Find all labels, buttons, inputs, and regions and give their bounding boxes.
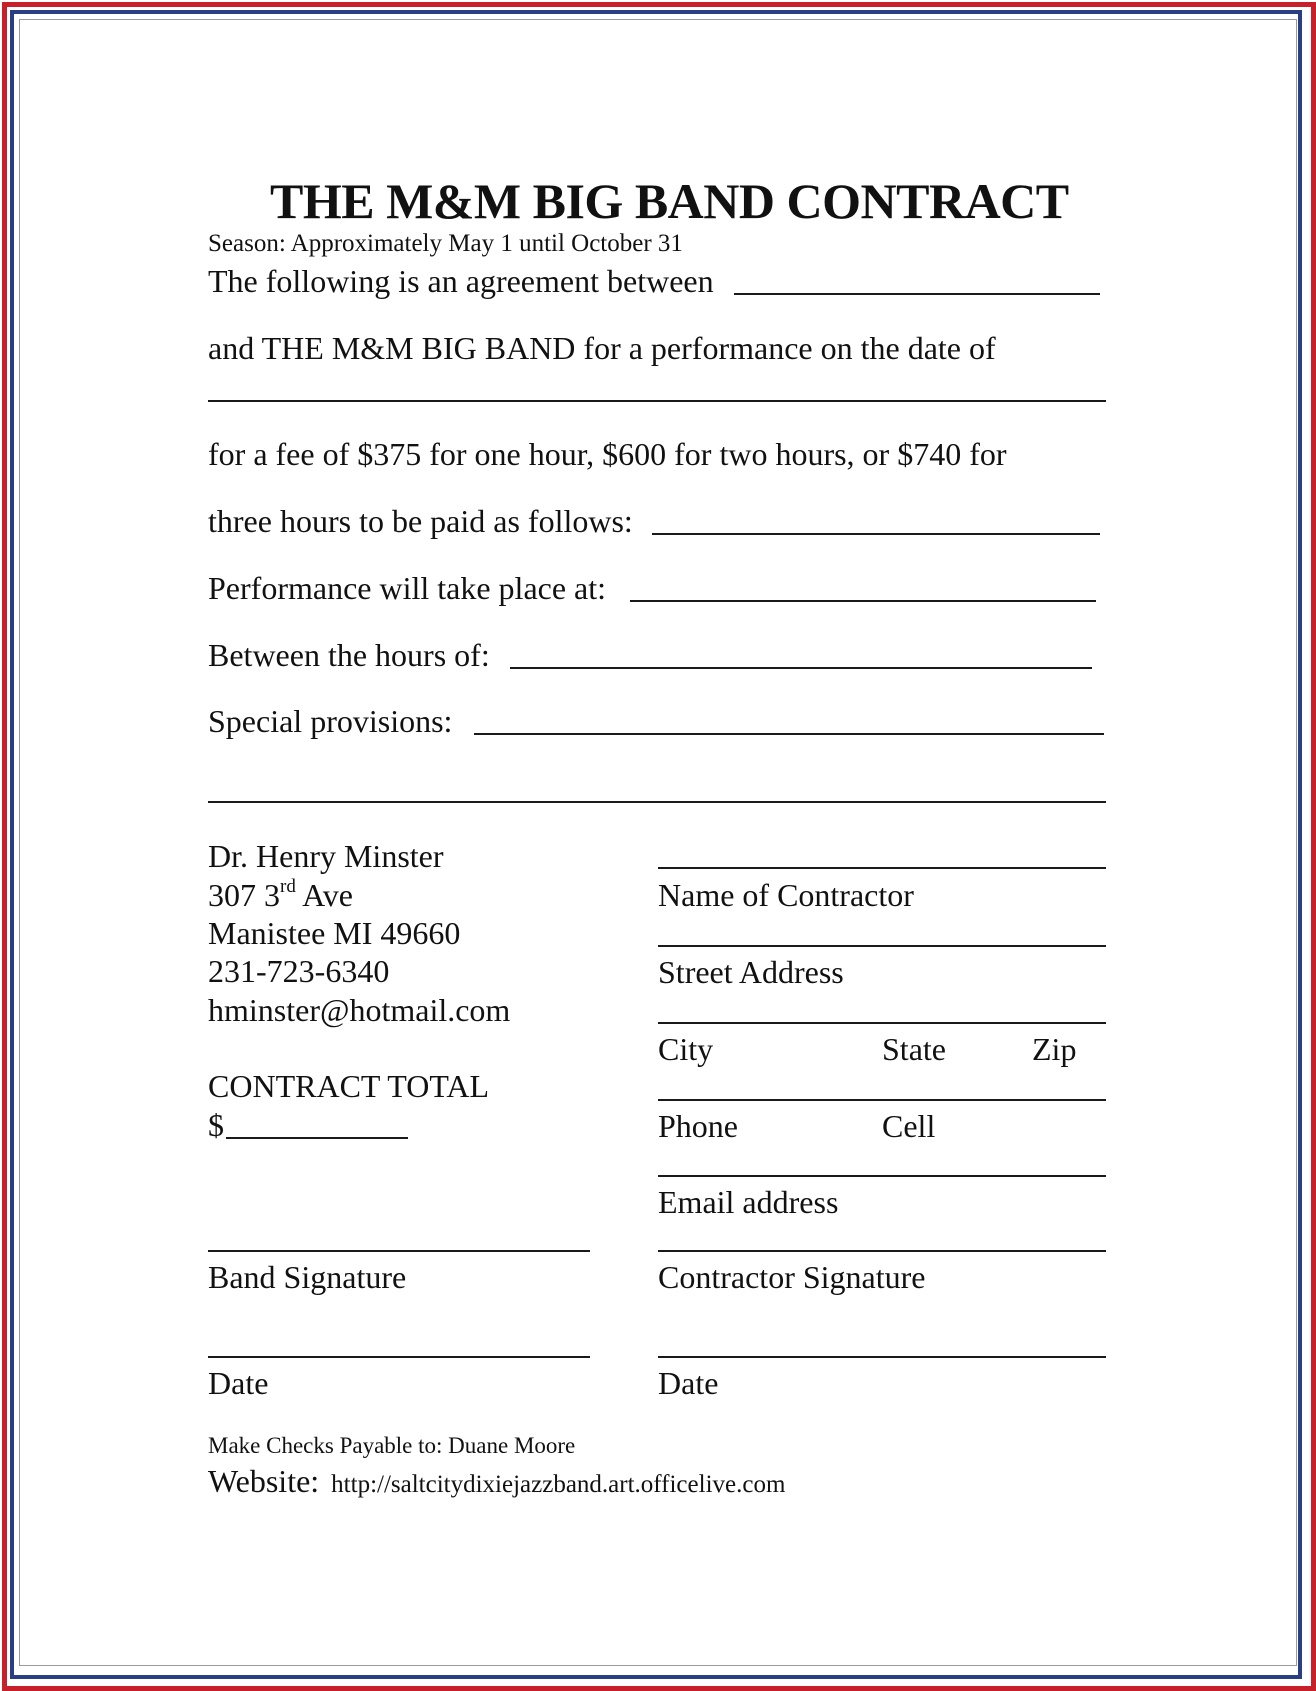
contractor-phone-label: Phone <box>658 1108 738 1144</box>
contractor-street-blank[interactable] <box>658 945 1106 947</box>
contract-total-currency: $ <box>208 1107 224 1143</box>
band-signature-blank[interactable] <box>208 1250 590 1252</box>
band-contact-street: 307 3rd Ave <box>208 876 353 913</box>
contractor-cell-label: Cell <box>882 1108 936 1144</box>
agreement-line: The following is an agreement between <box>208 263 714 299</box>
payment-terms-blank[interactable] <box>652 533 1100 535</box>
contractor-date-blank[interactable] <box>658 1356 1106 1358</box>
website-line <box>208 1465 785 1497</box>
place-line: Performance will take place at: <box>208 570 607 606</box>
provisions-blank-2[interactable] <box>208 801 1106 803</box>
contractor-email-blank[interactable] <box>658 1175 1106 1177</box>
contractor-signature-blank[interactable] <box>658 1250 1106 1252</box>
contractor-signature-label: Contractor Signature <box>658 1259 926 1295</box>
contractor-city-blank[interactable] <box>658 1022 1106 1024</box>
band-date-label: Date <box>208 1365 269 1401</box>
checks-payable-line: Make Checks Payable to: Duane Moore <box>208 1433 576 1458</box>
band-contact-email: hminster@hotmail.com <box>208 992 511 1028</box>
contract-total-blank[interactable] <box>226 1137 408 1139</box>
hours-line: Between the hours of: <box>208 637 490 673</box>
band-contact-name: Dr. Henry Minster <box>208 838 444 874</box>
contractor-state-label: State <box>882 1031 946 1067</box>
agreement-party-blank[interactable] <box>734 293 1100 295</box>
contractor-email-label: Email address <box>658 1184 839 1220</box>
provisions-blank-1[interactable] <box>474 733 1104 735</box>
season-line: Season: Approximately May 1 until October 31 <box>208 230 683 257</box>
band-signature-label: Band Signature <box>208 1259 407 1295</box>
fee-line: for a fee of $375 for one hour, $600 for two hours, or $740 for <box>208 436 1007 472</box>
band-contact-phone: 231-723-6340 <box>208 953 390 989</box>
website-url[interactable]: http://saltcitydixiejazzband.art.officelive.com <box>331 1471 786 1498</box>
contractor-name-blank[interactable] <box>658 867 1106 869</box>
provisions-line: Special provisions: <box>208 703 453 739</box>
band-contact-city: Manistee MI 49660 <box>208 915 461 951</box>
page-title: THE M&M BIG BAND CONTRACT <box>270 173 1069 229</box>
performance-date-blank[interactable] <box>208 400 1106 402</box>
contractor-city-label: City <box>658 1031 714 1067</box>
contractor-phone-blank[interactable] <box>658 1099 1106 1101</box>
contractor-date-label: Date <box>658 1365 719 1401</box>
contractor-name-label: Name of Contractor <box>658 877 914 913</box>
band-date-blank[interactable] <box>208 1356 590 1358</box>
contract-total-label: CONTRACT TOTAL <box>208 1068 490 1104</box>
contractor-street-label: Street Address <box>658 954 844 990</box>
performance-date-line: and THE M&M BIG BAND for a performance on the date of <box>208 330 996 366</box>
paid-line: three hours to be paid as follows: <box>208 503 633 539</box>
contractor-zip-label: Zip <box>1032 1031 1077 1067</box>
hours-blank[interactable] <box>510 667 1092 669</box>
place-blank[interactable] <box>630 600 1096 602</box>
website-label: Website: <box>208 1463 320 1499</box>
